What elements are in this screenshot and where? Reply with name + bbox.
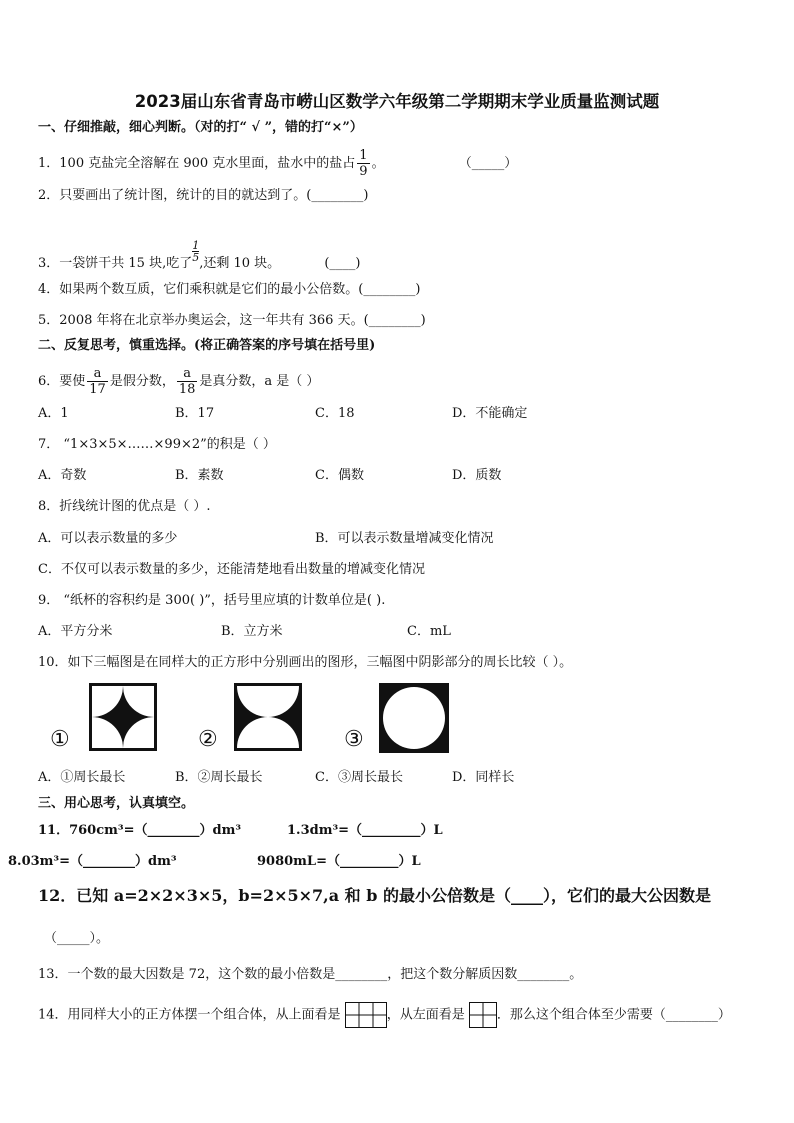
exam-title: 2023届山东省青岛市崂山区数学六年级第二学期期末学业质量监测试题 <box>134 92 660 111</box>
q11-part-3[interactable]: 8.03m³=（________）dm³ <box>8 854 177 869</box>
question-2: 2．只要画出了统计图，统计的目的就达到了。(________) <box>38 188 369 203</box>
question-1: 1．100 克盐完全溶解在 900 克水里面，盐水中的盐占 $\frac{1}{9}$ 。 （_____） <box>38 148 518 179</box>
q1-fraction: $\frac{1}{9}$ <box>359 148 368 179</box>
q3-fraction: $\frac{1}{5}$ <box>192 239 200 264</box>
q10-option-c[interactable]: C．③周长最长 <box>315 770 403 785</box>
figure-3-circle-shape <box>379 683 449 753</box>
q7-option-d[interactable]: D．质数 <box>452 468 502 483</box>
figure-1-star-shape <box>89 683 157 751</box>
q11-part-1[interactable]: 11．760cm³=（________）dm³ <box>38 823 242 838</box>
section-1-heading: 一、仔细推敲，细心判断。（对的打“ √ ”，错的打“×”） <box>38 120 363 135</box>
q8-option-b[interactable]: B．可以表示数量增减变化情况 <box>315 531 494 546</box>
q7-option-c[interactable]: C．偶数 <box>315 468 364 483</box>
q9-option-a[interactable]: A．平方分米 <box>38 624 113 639</box>
q11-part-2[interactable]: 1.3dm³=（_________）L <box>287 823 443 838</box>
question-13: 13．一个数的最大因数是 72，这个数的最小倍数是________，把这个数分解质因数________。 <box>38 967 583 982</box>
q8-option-c[interactable]: C．不仅可以表示数量的多少，还能清楚地看出数量的增减变化情况 <box>38 562 425 577</box>
question-14: 14．用同样大小的正方体摆一个组合体，从上面看是 ，从左面看是 ．那么这个组合体至少需要（________） <box>38 1002 731 1028</box>
q10-option-b[interactable]: B．②周长最长 <box>175 770 263 785</box>
question-9: 9． “纸杯的容积约是 300( )”，括号里应填的计数单位是( ). <box>38 593 386 608</box>
left-view-grid-icon <box>469 1002 497 1028</box>
q7-option-b[interactable]: B．素数 <box>175 468 224 483</box>
question-8: 8．折线统计图的优点是（ ）. <box>38 499 211 514</box>
question-6: 6．要使 $\frac{a}{17}$ 是假分数， $\frac{a}{18}$ 是真分数，a 是（ ） <box>38 366 320 397</box>
q10-option-a[interactable]: A．①周长最长 <box>38 770 126 785</box>
q6-fraction-a-18: $\frac{a}{18}$ <box>178 366 196 397</box>
section-2-heading: 二、反复思考，慎重选择。(将正确答案的序号填在括号里) <box>38 338 376 353</box>
section-3-heading: 三、用心思考，认真填空。 <box>38 796 195 811</box>
q1-answer-blank[interactable]: （_____） <box>458 156 518 171</box>
question-10: 10．如下三幅图是在同样大的正方形中分别画出的图形，三幅图中阴影部分的周长比较（ ）。 <box>38 655 573 670</box>
question-4: 4．如果两个数互质，它们乘积就是它们的最小公倍数。(________) <box>38 282 421 297</box>
q10-option-d[interactable]: D．同样长 <box>452 770 515 785</box>
question-5: 5．2008 年将在北京举办奥运会，这一年共有 366 天。(________) <box>38 313 426 328</box>
figure-2-label: ② <box>198 727 218 752</box>
q6-option-a[interactable]: A．1 <box>38 406 69 421</box>
q3-answer-blank[interactable]: (____) <box>324 256 361 271</box>
q9-option-c[interactable]: C．mL <box>407 624 451 639</box>
q6-fraction-a-17: $\frac{a}{17}$ <box>89 366 106 397</box>
figure-1-label: ① <box>50 727 70 752</box>
question-7: 7． “1×3×5×……×99×2”的积是（ ） <box>38 437 276 452</box>
q11-part-4[interactable]: 9080mL=（_________）L <box>257 854 421 869</box>
question-3: 3．一袋饼干共 15 块,吃了 $\frac{1}{5}$ ,还剩 10 块。 (____) <box>38 239 361 271</box>
q6-option-b[interactable]: B．17 <box>175 406 215 421</box>
q12-answer-blank[interactable]: （_____）。 <box>44 931 110 946</box>
figure-3-label: ③ <box>344 727 364 752</box>
q6-option-d[interactable]: D．不能确定 <box>452 406 528 421</box>
q9-option-b[interactable]: B．立方米 <box>221 624 283 639</box>
figure-2-semicircle-shape <box>234 683 302 751</box>
q6-option-c[interactable]: C．18 <box>315 406 355 421</box>
q7-option-a[interactable]: A．奇数 <box>38 468 87 483</box>
top-view-grid-icon <box>345 1002 387 1028</box>
q1-text: 1．100 克盐完全溶解在 900 克水里面，盐水中的盐占 <box>38 156 356 171</box>
question-12: 12．已知 a=2×2×3×5，b=2×5×7,a 和 b 的最小公倍数是（____），它们的最大公因数是 <box>38 886 712 905</box>
q8-option-a[interactable]: A．可以表示数量的多少 <box>38 531 178 546</box>
